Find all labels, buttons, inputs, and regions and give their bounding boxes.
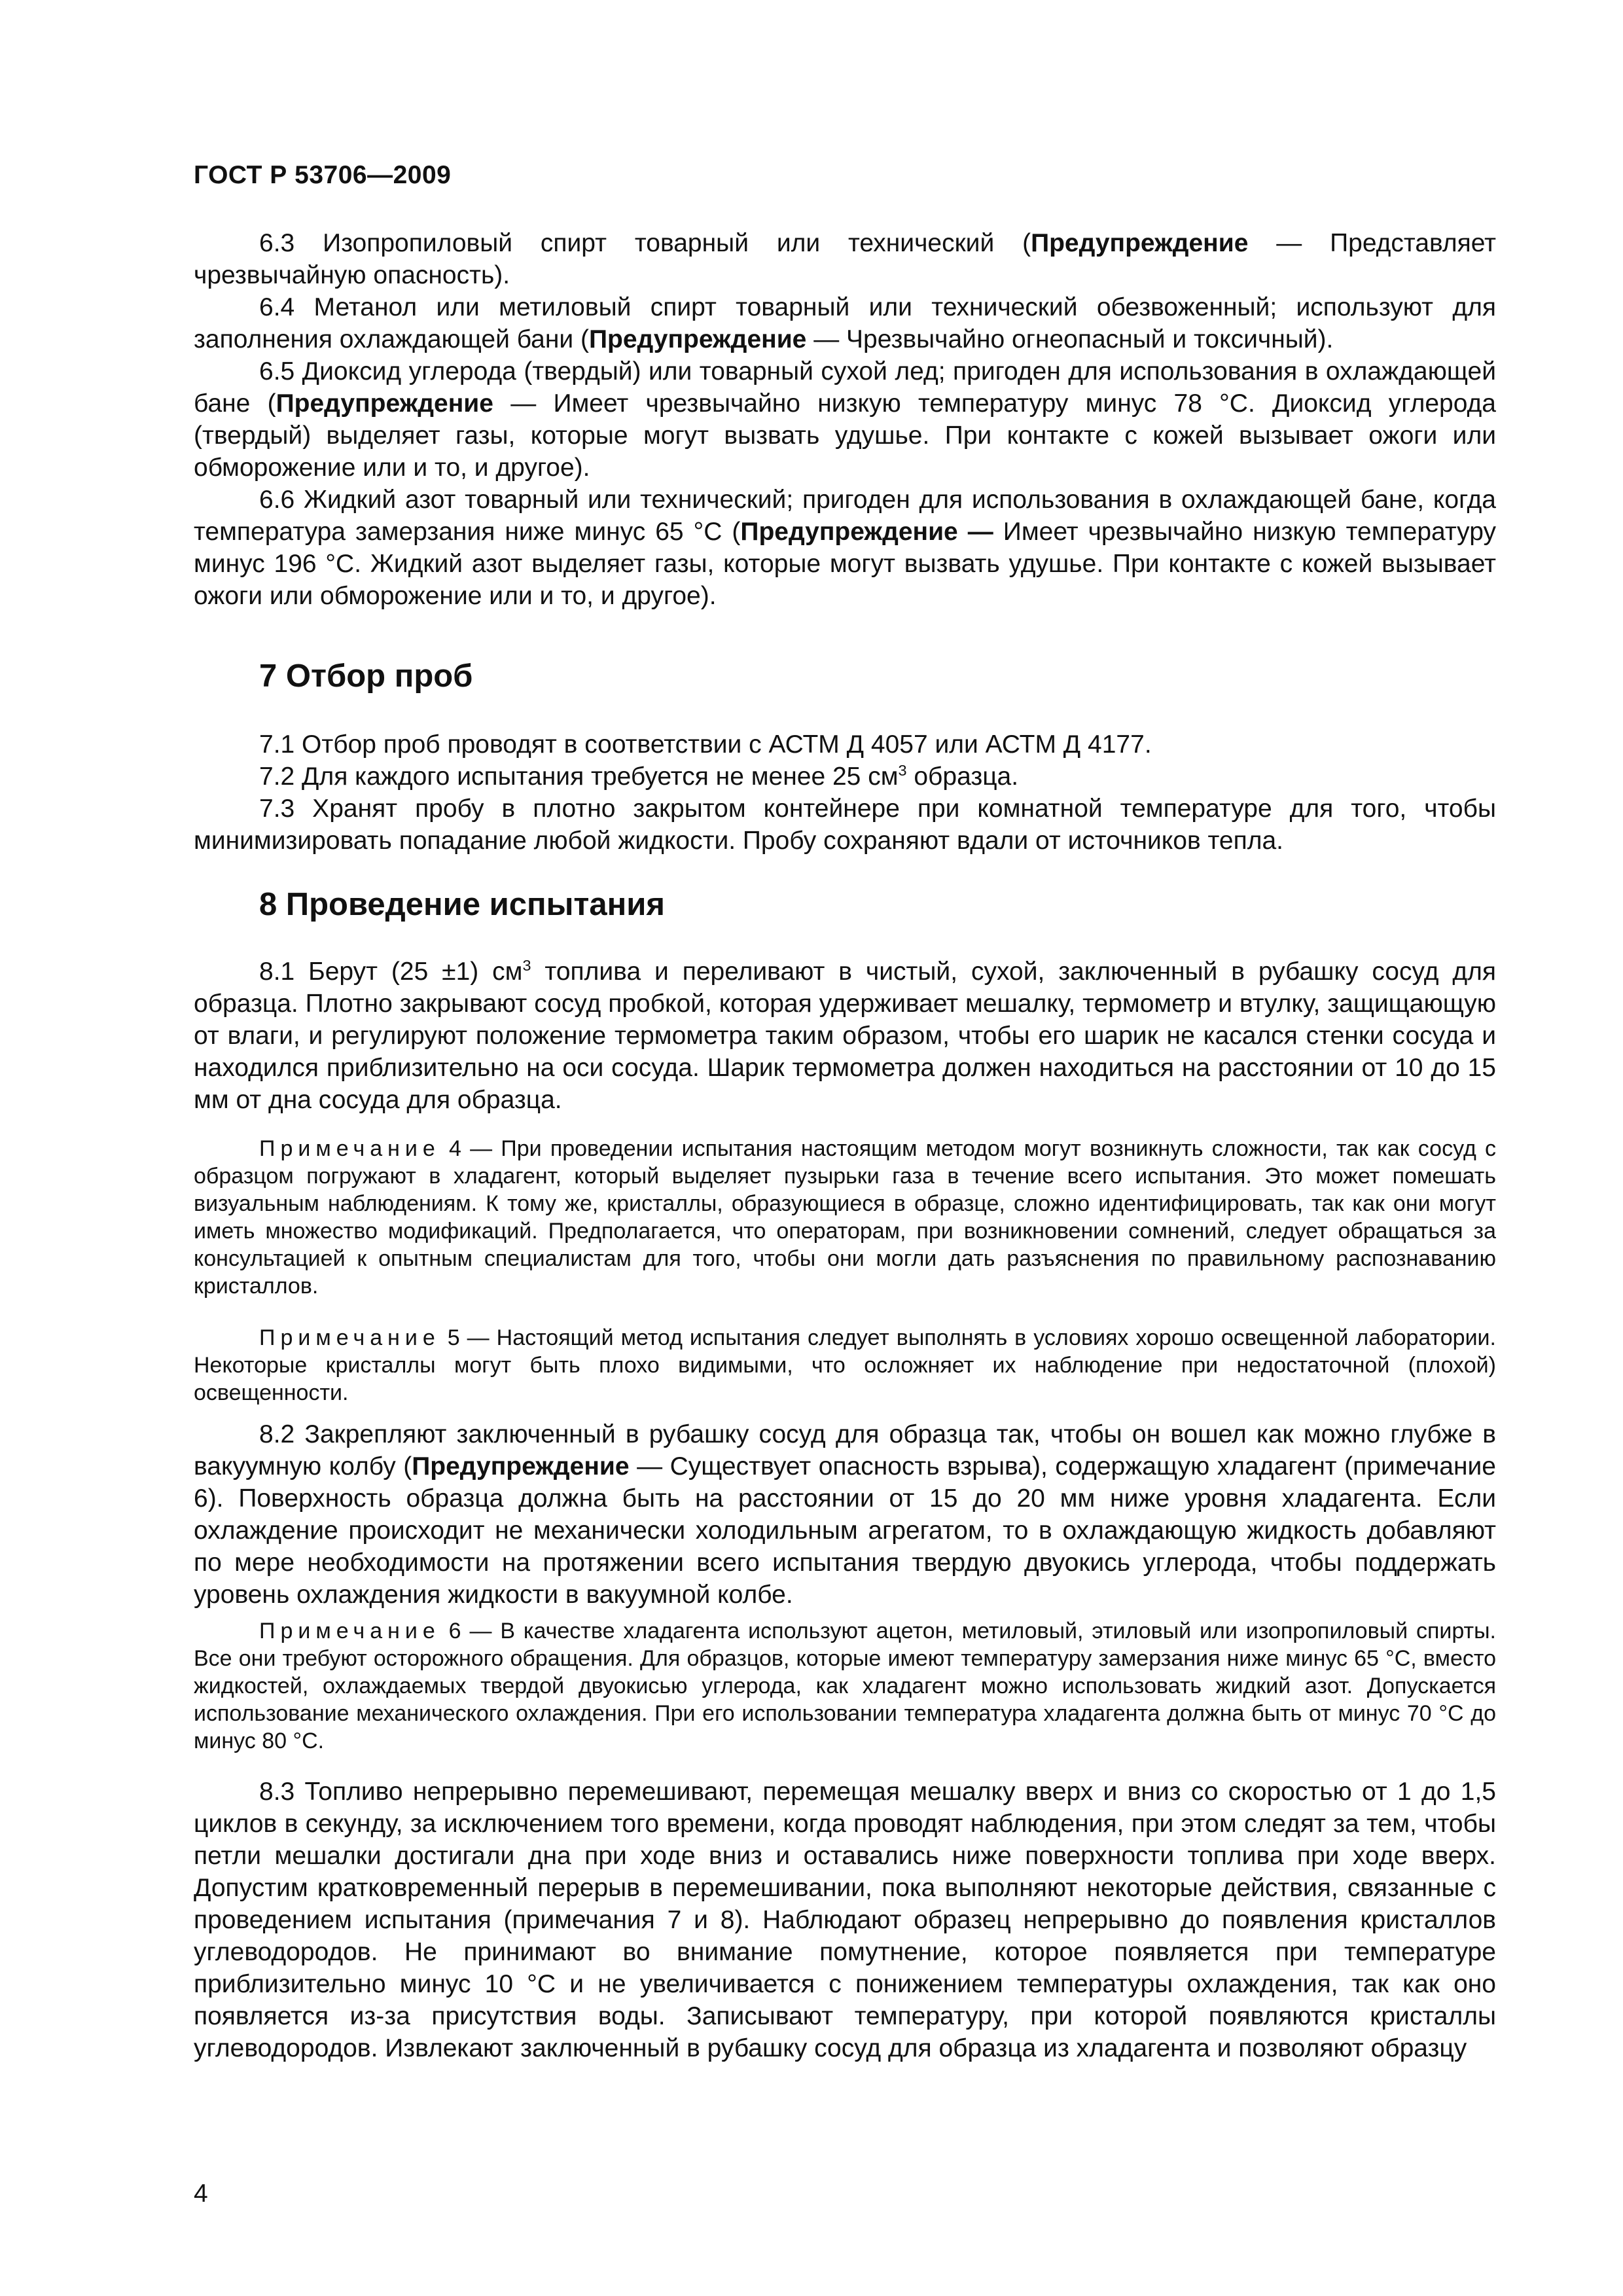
section-7-heading-block bbox=[194, 658, 1496, 694]
paragraph-text: 6.5 Диоксид углерода (твердый) или товарный сухой лед; пригоден для использования в охлаждающей бане ( bbox=[194, 357, 1496, 418]
paragraph-text: — Чрезвычайно огнеопасный и токсичный). bbox=[806, 325, 1334, 353]
note-text: 4 — При проведении испытания настоящим методом могут возникнуть сложности, так как сосуд с образцом погружают в хладагент, который выделяет пузырьки газа в течение всего испытания. Это может помешать визуальным наблюдениям. К тому же, кристаллы, образующиеся в образце, сложно идентифицировать, так как они могут иметь множество модификаций. Предполагается, что операторам, при возникновении сомнений, следует обращаться за консультацией к опытным специалистам для того, чтобы они могли дать разъяснения по правильному распознаванию кристаллов. bbox=[194, 1136, 1496, 1299]
paragraph-8-3: 8.3 Топливо непрерывно перемешивают, перемещая мешалку вверх и вниз со скоростью от 1 до 1,5 циклов в секунду, за исключением того времени, когда проводят наблюдения, при этом следят за тем, чтобы петли мешалки достигали дна при ходе вниз и оставались ниже поверхности топлива при ходе вверх. Допустим кратковременный перерыв в перемешивании, пока выполняют некоторые действия, связанные с проведением испытания (примечания 7 и 8). Наблюдают образец непрерывно до появления кристаллов углеводородов. Не принимают во внимание помутнение, которое появляется при температуре приблизительно минус 10 °С и не увеличивается с понижением температуры охлаждения, так как оно появляется из-за присутствия воды. Записывают температуру, при которой появляются кристаллы углеводородов. Извлекают заключенный в рубашку сосуд для образца из хладагента и позволяют образцу bbox=[194, 1778, 1496, 2062]
note-6-block bbox=[194, 1617, 1496, 1755]
paragraph-7-3: 7.3 Хранят пробу в плотно закрытом контейнере при комнатной температуре для того, чтобы минимизировать попадание любой жидкости. Пробу сохраняют вдали от источников тепла. bbox=[194, 795, 1496, 855]
note-5 bbox=[194, 1324, 1496, 1407]
paragraph-8-1-block bbox=[194, 956, 1496, 1116]
paragraph-text: 7.2 Для каждого испытания требуется не менее 25 см bbox=[259, 762, 899, 791]
warning-label: Предупреждение bbox=[1031, 229, 1249, 257]
section-8-heading-block bbox=[194, 886, 1496, 923]
paragraph-text: Имеет чрезвычайно низкую температуру минус 196 °С. Жидкий азот выделяет газы, которые могут вызвать удушье. При контакте с кожей вызывает ожоги или обморожение или и то, и другое). bbox=[194, 518, 1496, 610]
paragraph-text: топлива и переливают в чистый, сухой, заключенный в рубашку сосуд для образца. Плотно закрывают сосуд пробкой, которая удерживает мешалку, термометр и втулку, защищающую от влаги, и регулируют положение термометра таким образом, чтобы его шарик не касался стенки сосуда и находился приблизительно на оси сосуда. Шарик термометра должен находиться на расстоянии от 10 до 15 мм от дна сосуда для образца. bbox=[194, 958, 1496, 1114]
superscript: 3 bbox=[522, 957, 531, 974]
paragraph-text: — Имеет чрезвычайно низкую температуру минус 78 °С. Диоксид углерода (твердый) выделяет газы, которые могут вызвать удушье. При контакте с кожей вызывает ожоги или обморожение или и то, и другое). bbox=[194, 389, 1496, 482]
paragraph-8-1 bbox=[194, 956, 1496, 1116]
paragraph-6-6 bbox=[194, 484, 1496, 612]
paragraph-8-3-block bbox=[194, 1776, 1496, 2064]
warning-label: Предупреждение bbox=[412, 1452, 630, 1480]
paragraph-text: образца. bbox=[906, 762, 1019, 791]
note-label: Примечание bbox=[259, 1325, 440, 1350]
paragraph-8-2-block bbox=[194, 1418, 1496, 1611]
note-label: Примечание bbox=[259, 1619, 440, 1643]
page-number: 4 bbox=[194, 2179, 208, 2208]
section-6-paragraphs bbox=[194, 227, 1496, 612]
paragraph-text: 6.3 Изопропиловый спирт товарный или технический ( bbox=[259, 229, 1031, 257]
paragraph-8-2 bbox=[194, 1418, 1496, 1611]
note-4-block bbox=[194, 1135, 1496, 1300]
warning-label: Предупреждение — bbox=[740, 518, 993, 546]
note-label: Примечание bbox=[259, 1136, 440, 1161]
section-7-heading: 7 Отбор проб bbox=[259, 658, 473, 694]
note-text: 5 — Настоящий метод испытания следует выполнять в условиях хорошо освещенной лаборатории. Некоторые кристаллы могут быть плохо видимыми, что осложняет их наблюдение при недостаточной (плохой) освещенности. bbox=[194, 1325, 1496, 1405]
note-6 bbox=[194, 1617, 1496, 1755]
note-4 bbox=[194, 1135, 1496, 1300]
paragraph-text: 6.6 Жидкий азот товарный или технический; пригоден для использования в охлаждающей бане, когда температура замерзания ниже минус 65 °С ( bbox=[194, 486, 1496, 546]
section-7-paragraphs bbox=[194, 728, 1496, 857]
paragraph-6-5 bbox=[194, 355, 1496, 484]
paragraph-text: 6.4 Метанол или метиловый спирт товарный или технический обезвоженный; используют для заполнения охлаждающей бани ( bbox=[194, 293, 1496, 353]
paragraph-7-1: 7.1 Отбор проб проводят в соответствии с АСТМ Д 4057 или АСТМ Д 4177. bbox=[259, 730, 1152, 759]
paragraph-7-2 bbox=[194, 761, 1496, 793]
paragraph-text: — Представляет чрезвычайную опасность). bbox=[194, 229, 1496, 289]
note-text: 6 — В качестве хладагента используют ацетон, метиловый, этиловый или изопропиловый спирты. Все они требуют осторожного обращения. Для образцов, которые имеют температуру замерзания ниже минус 65 °С, вместо жидкостей, охлаждаемых твердой двуокисью углерода, как хладагент можно использовать жидкий азот. Допускается использование механического охлаждения. При его использовании температура хладагента должна быть от минус 70 °С до минус 80 °С. bbox=[194, 1619, 1496, 1753]
paragraph-text: 8.2 Закрепляют заключенный в рубашку сосуд для образца так, чтобы он вошел как можно глубже в вакуумную колбу ( bbox=[194, 1420, 1496, 1480]
paragraph-6-3 bbox=[194, 227, 1496, 291]
paragraph-text: — Существует опасность взрыва), содержащую хладагент (примечание 6). Поверхность образца должна быть на расстоянии от 15 до 20 мм ниже уровня хладагента. Если охлаждение происходит не механически холодильным агрегатом, то в охлаждающую жидкость добавляют по мере необходимости на протяжении всего испытания твердую двуокись углерода, чтобы поддержать уровень охлаждения жидкости в вакуумной колбе. bbox=[194, 1452, 1496, 1609]
warning-label: Предупреждение bbox=[589, 325, 807, 353]
warning-label: Предупреждение bbox=[276, 389, 493, 418]
section-8-heading: 8 Проведение испытания bbox=[259, 887, 665, 922]
standard-code-header: ГОСТ Р 53706—2009 bbox=[194, 161, 452, 189]
paragraph-6-4 bbox=[194, 291, 1496, 355]
superscript: 3 bbox=[898, 762, 907, 779]
note-5-block bbox=[194, 1324, 1496, 1407]
paragraph-text: 8.1 Берут (25 ±1) см bbox=[259, 958, 523, 986]
